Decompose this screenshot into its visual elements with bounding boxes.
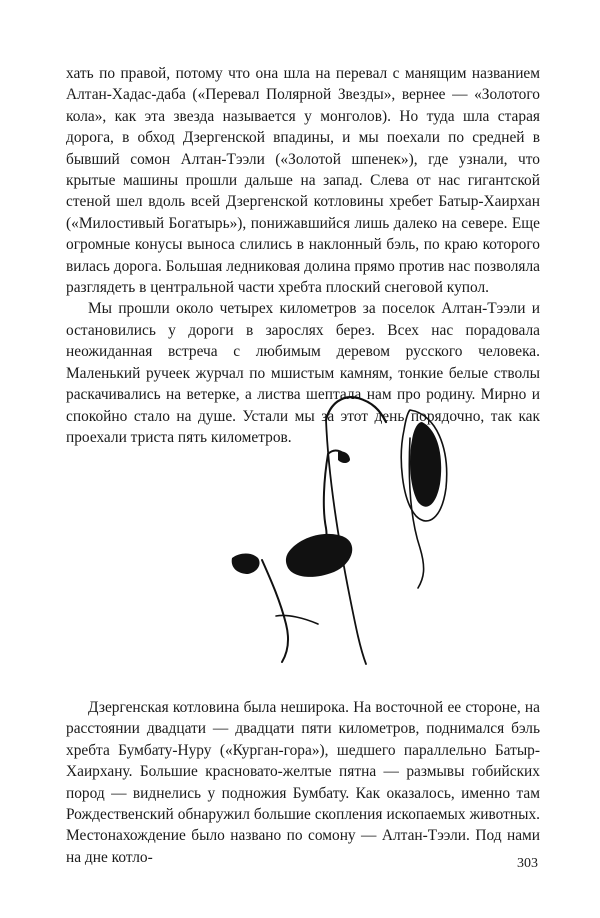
ink-sketch-illustration: [210, 378, 480, 668]
bottom-text-block: [66, 697, 540, 868]
paragraph-continuation: хать по правой, потому что она шла на перевал с манящим названием Алтан-Хадас-даба («Перевал Полярной Звезды», вернее — «Золотого кола», как эта звезда называется у монголов). Но туда шла старая дорога, в обход Дзергенской впадины, и мы поехали по средней в бывший сомон Алтан-Тээли («Золотой шпенек»), где узнали, что крытые машины прошли дальше на запад. Слева от нас гигантской стеной шел вдоль всей Дзергенской котловины хребет Батыр-Хаирхан («Милостивый Богатырь»), понижавшийся лишь далеко на севере. Еще огромные конусы выноса слились в наклонный бэль, по краю которого вилась дорога. Большая ледниковая долина прямо против нас позволяла разглядеть в центральной части хребта плоский снеговой купол.: [66, 65, 540, 297]
sketch-blot-small: [338, 451, 350, 463]
paragraph-birches: Мы прошли около четырех километров за поселок Алтан-Тээли и остановились у дороги в зарослях берез. Всех нас порадовала неожиданная встреча с любимым деревом русского человека. Маленький ручеек журчал по мшистым камням, тонкие белые стволы раскачивались на ветерке, а листва шептала нам про родину. Мирно и спокойно стало на душе. Устали мы за этот день порядочно, так как проехали триста пять километров.: [66, 300, 540, 446]
sketch-blot-left: [232, 554, 260, 575]
sketch-blot-center: [286, 534, 352, 577]
page-number: 303: [517, 856, 538, 871]
sketch-stroke-lower: [262, 560, 288, 662]
paragraph-basin: Дзергенская котловина была неширока. На восточной ее стороне, на расстоянии двадцати — двадцати пяти километров, поднимался бэль хребта Бумбату-Нуру («Курган-гора»), шедшего параллельно Батыр-Хаирхану. Большие красновато-желтые пятна — размывы гобийских пород — виднелись у подножия Бумбату. Как оказалось, именно там Рождественский обнаружил большие скопления ископаемых животных. Местонахождение было названо по сомону — Алтан-Тээли. Под нами на дне котло-: [66, 699, 540, 866]
sketch-stroke-hook: [326, 397, 386, 422]
sketch-blot-oval: [410, 422, 441, 507]
sketch-stroke-lower-base: [276, 615, 318, 624]
